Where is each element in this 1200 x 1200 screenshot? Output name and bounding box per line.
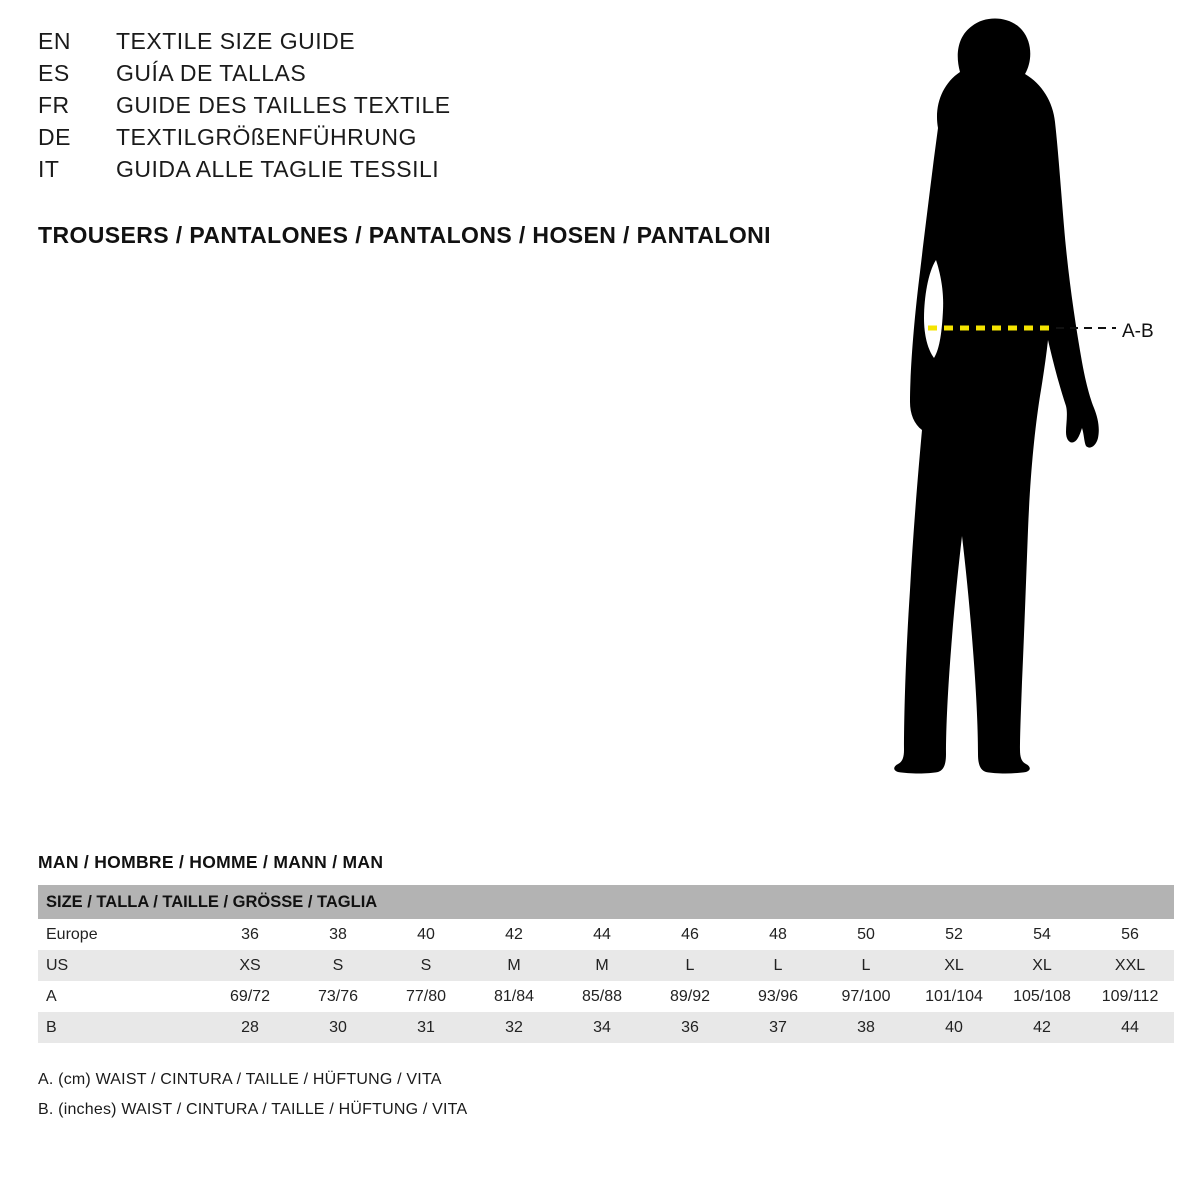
table-cell: M	[470, 950, 558, 981]
table-cell: XL	[998, 950, 1086, 981]
table-cell: XXL	[1086, 950, 1174, 981]
table-cell: 46	[646, 919, 734, 950]
table-cell: 50	[822, 919, 910, 950]
language-row	[38, 28, 798, 60]
table-cell: 109/112	[1086, 981, 1174, 1012]
table-cell: 73/76	[294, 981, 382, 1012]
table-cell: 32	[470, 1012, 558, 1043]
table-cell: 28	[206, 1012, 294, 1043]
language-code: IT	[38, 156, 60, 182]
table-cell: 36	[646, 1012, 734, 1043]
table-cell: 37	[734, 1012, 822, 1043]
table-cell: 77/80	[382, 981, 470, 1012]
table-cell: 40	[910, 1012, 998, 1043]
figure-illustration	[810, 10, 1200, 810]
waist-measure-label: A-B	[1122, 321, 1154, 342]
table-cell: M	[558, 950, 646, 981]
table-cell: 38	[822, 1012, 910, 1043]
table-cell: 31	[382, 1012, 470, 1043]
table-cell: S	[382, 950, 470, 981]
table-cell: 44	[1086, 1012, 1174, 1043]
table-cell: 93/96	[734, 981, 822, 1012]
table-cell: 69/72	[206, 981, 294, 1012]
footnote-b: B. (inches) WAIST / CINTURA / TAILLE / HÜFTUNG / VITA	[38, 1100, 468, 1118]
row-label: A	[38, 981, 206, 1012]
table-cell: 42	[470, 919, 558, 950]
footnote-a: A. (cm) WAIST / CINTURA / TAILLE / HÜFTUNG / VITA	[38, 1071, 442, 1088]
language-title: TEXTILE SIZE GUIDE	[116, 28, 356, 54]
table-cell: 105/108	[998, 981, 1086, 1012]
language-title: GUIDE DES TAILLES TEXTILE	[116, 92, 451, 118]
row-label: B	[38, 1012, 206, 1043]
table-cell: 54	[998, 919, 1086, 950]
table-cell: L	[822, 950, 910, 981]
language-row	[38, 124, 798, 156]
table-row	[38, 919, 1174, 950]
table-cell: 40	[382, 919, 470, 950]
table-cell: L	[734, 950, 822, 981]
table-footnotes	[38, 1065, 1166, 1124]
table-cell: XL	[910, 950, 998, 981]
table-cell: 42	[998, 1012, 1086, 1043]
table-cell: 89/92	[646, 981, 734, 1012]
table-cell: 38	[294, 919, 382, 950]
table-cell: 36	[206, 919, 294, 950]
table-cell: 52	[910, 919, 998, 950]
table-cell: 34	[558, 1012, 646, 1043]
language-title: GUÍA DE TALLAS	[116, 60, 307, 86]
table-cell: S	[294, 950, 382, 981]
language-title: TEXTILGRÖßENFÜHRUNG	[116, 124, 417, 150]
table-cell: 85/88	[558, 981, 646, 1012]
language-code: DE	[38, 124, 71, 150]
table-header-label: SIZE / TALLA / TAILLE / GRÖSSE / TAGLIA	[38, 885, 1174, 919]
language-row	[38, 60, 798, 92]
language-row	[38, 92, 798, 124]
table-cell: 81/84	[470, 981, 558, 1012]
row-label: Europe	[38, 919, 206, 950]
table-row	[38, 981, 1174, 1012]
size-table-section	[38, 852, 1166, 1124]
male-silhouette-icon	[810, 10, 1200, 810]
table-row	[38, 950, 1174, 981]
language-title-block	[38, 28, 798, 188]
language-code: FR	[38, 92, 70, 118]
language-row	[38, 156, 798, 188]
table-cell: L	[646, 950, 734, 981]
garment-type-title: TROUSERS / PANTALONES / PANTALONS / HOSEN / PANTALONI	[38, 222, 771, 248]
language-code: ES	[38, 60, 70, 86]
table-group-heading: MAN / HOMBRE / HOMME / MANN / MAN	[38, 852, 384, 872]
language-title: GUIDA ALLE TAGLIE TESSILI	[116, 156, 440, 182]
table-cell: 97/100	[822, 981, 910, 1012]
table-cell: 101/104	[910, 981, 998, 1012]
row-label: US	[38, 950, 206, 981]
table-cell: 48	[734, 919, 822, 950]
table-cell: 44	[558, 919, 646, 950]
language-code: EN	[38, 28, 71, 54]
table-cell: 30	[294, 1012, 382, 1043]
table-cell: XS	[206, 950, 294, 981]
size-table	[38, 885, 1174, 1043]
table-cell: 56	[1086, 919, 1174, 950]
table-header-row	[38, 885, 1174, 919]
table-row	[38, 1012, 1174, 1043]
